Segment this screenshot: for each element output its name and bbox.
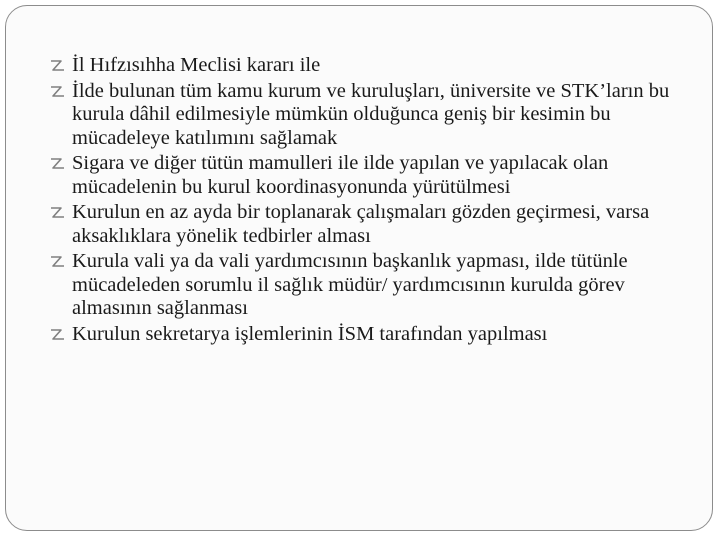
bullet-list xyxy=(50,54,670,348)
list-item xyxy=(50,152,670,199)
z-bullet-icon xyxy=(50,327,70,343)
list-item-text: Sigara ve diğer tütün mamulleri ile ilde yapılan ve yapılacak olan mücadelenin bu kurul koordinasyonunda yürütülmesi xyxy=(72,152,609,198)
list-item xyxy=(50,323,670,347)
list-item xyxy=(50,201,670,248)
list-item-text: İl Hıfzısıhha Meclisi kararı ile xyxy=(72,54,321,76)
z-bullet-icon xyxy=(50,254,70,270)
list-item xyxy=(50,54,670,78)
list-item-text: İlde bulunan tüm kamu kurum ve kuruluşları, üniversite ve STK’ların bu kurula dâhil edilmesiyle mümkün olduğunca geniş bir kesimin bu mücadeleye katılımını sağlamak xyxy=(72,79,670,149)
z-bullet-icon xyxy=(50,205,70,221)
z-bullet-icon xyxy=(50,84,70,100)
z-bullet-icon xyxy=(50,156,70,172)
list-item-text: Kurula vali ya da vali yardımcısının başkanlık yapması, ilde tütünle mücadeleden sorumlu il sağlık müdür/ yardımcısının kurulda görev almasının sağlanması xyxy=(72,250,628,319)
z-bullet-icon xyxy=(50,58,70,74)
slide-frame xyxy=(5,5,713,531)
list-item-text: Kurulun en az ayda bir toplanarak çalışmaları gözden geçirmesi, varsa aksaklıklara yönelik tedbirler alması xyxy=(72,201,650,247)
list-item-text: Kurulun sekretarya işlemlerinin İSM tarafından yapılması xyxy=(72,322,548,345)
list-item xyxy=(50,250,670,321)
list-item xyxy=(50,80,670,151)
